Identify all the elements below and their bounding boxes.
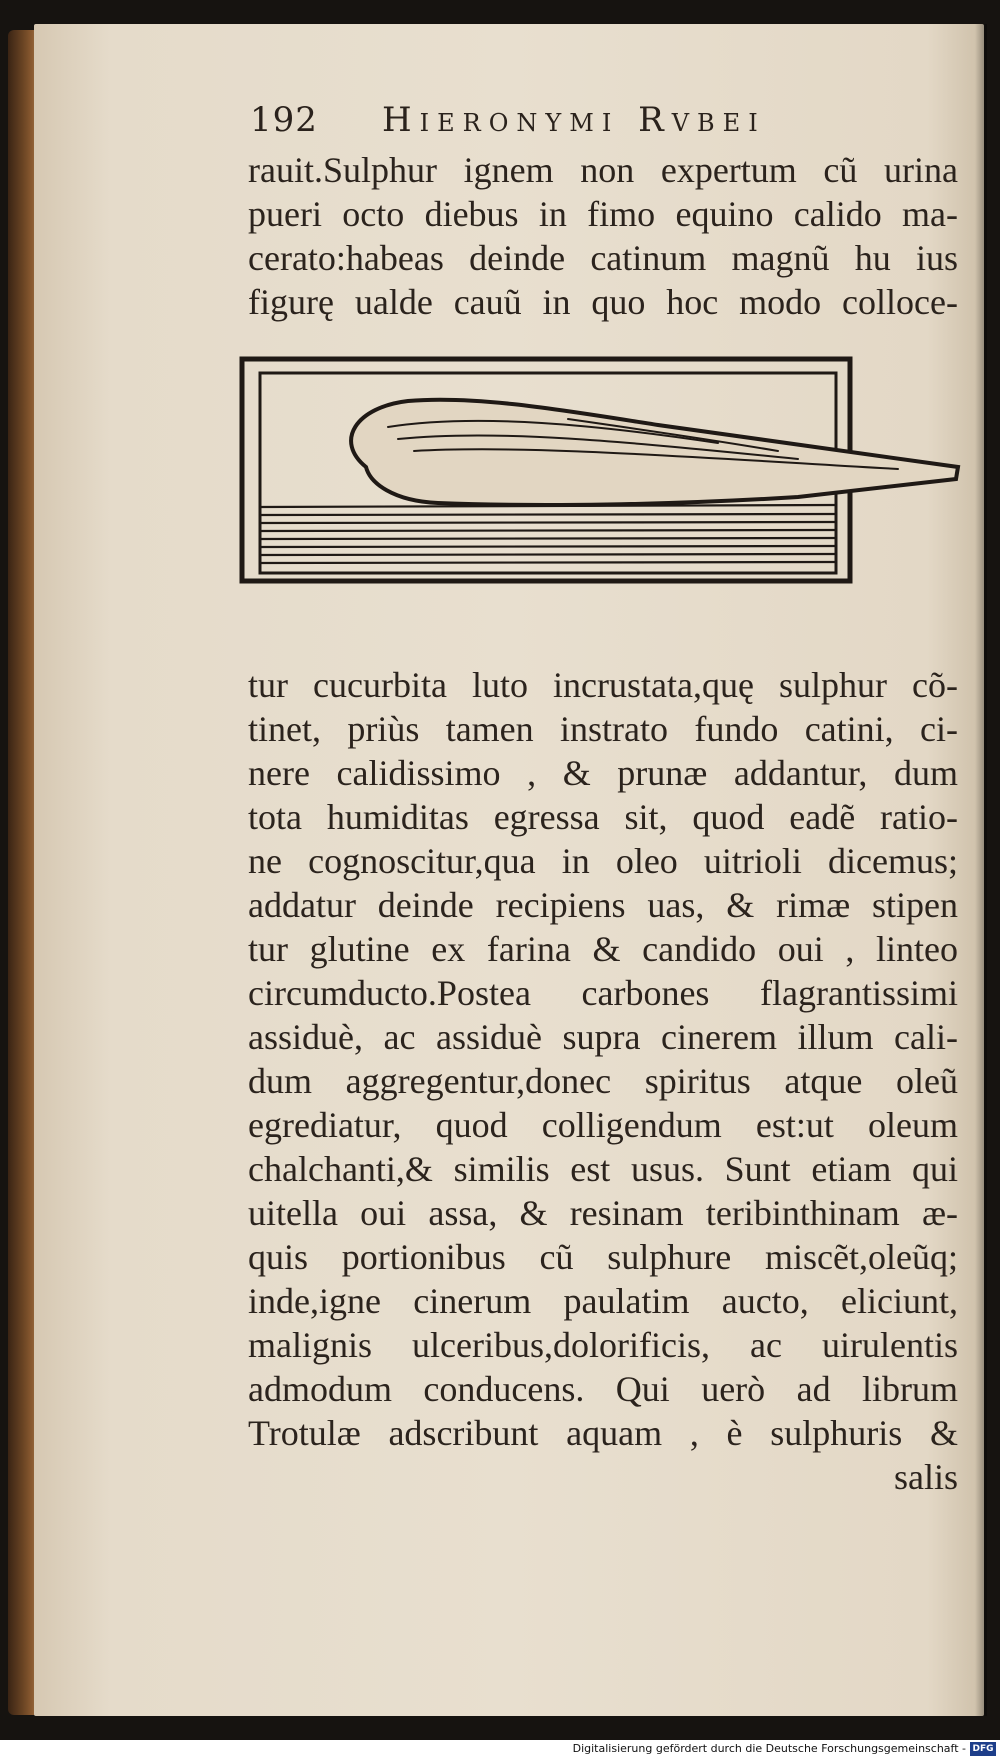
- text-line: ne cognoscitur,qua in oleo uitrioli dicemus;: [248, 841, 958, 881]
- text-line: pueri octo diebus in fimo equino calido ma-: [248, 194, 958, 234]
- text-line: chalchanti,& similis est usus. Sunt etiam qui: [248, 1149, 958, 1189]
- text-line: cerato:habeas deinde catinum magnũ hu ius: [248, 238, 958, 278]
- text-line: tinet, priùs tamen instrato fundo catini, ci-: [248, 709, 958, 749]
- text-line: nere calidissimo , & prunæ addantur, dum: [248, 753, 958, 793]
- text-line: tur cucurbita luto incrustata,quę sulphur cõ-: [248, 665, 958, 705]
- digitization-footer: [0, 1740, 1000, 1759]
- digitization-notice: Digitalisierung gefördert durch die Deutsche Forschungsgemeinschaft -: [572, 1742, 966, 1755]
- text-line: inde,igne cinerum paulatim aucto, eliciunt,: [248, 1281, 958, 1321]
- page-gutter-shadow: [975, 24, 987, 1716]
- text-line: malignis ulceribus,dolorificis, ac uirulentis: [248, 1325, 958, 1365]
- page-header: [250, 100, 900, 150]
- catchword: salis: [893, 1457, 958, 1497]
- dfg-logo: DFG: [970, 1742, 996, 1756]
- text-line: quis portionibus cũ sulphure miscẽt,oleũq;: [248, 1237, 958, 1277]
- text-line: circumducto.Postea carbones flagrantissimi: [248, 973, 958, 1013]
- text-line: egrediatur, quod colligendum est:ut oleum: [248, 1105, 958, 1145]
- text-line: uitella oui assa, & resinam teribinthinam æ-: [248, 1193, 958, 1233]
- text-line: figurę ualde cauũ in quo hoc modo colloce-: [248, 282, 958, 322]
- text-block-bottom: [248, 663, 958, 1499]
- text-line: tur glutine ex farina & candido oui , linteo: [248, 929, 958, 969]
- text-line: tota humiditas egressa sit, quod eadẽ ratio-: [248, 797, 958, 837]
- text-line: dum aggregentur,donec spiritus atque oleũ: [248, 1061, 958, 1101]
- text-line: assiduè, ac assiduè supra cinerem illum cali-: [248, 1017, 958, 1057]
- text-block-top: [248, 148, 958, 324]
- running-title: Hieronymi Rvbei: [382, 100, 766, 140]
- text-line: admodum conducens. Qui uerò ad librum: [248, 1369, 958, 1409]
- retort-vessel: [351, 400, 958, 505]
- page-number: 192: [250, 100, 318, 140]
- woodcut-illustration: [238, 355, 968, 585]
- text-line: rauit.Sulphur ignem non expertum cũ urina: [248, 150, 958, 190]
- hatching-lines: [260, 505, 836, 563]
- text-line: addatur deinde recipiens uas, & rimæ stipen: [248, 885, 958, 925]
- text-line: Trotulæ adscribunt aquam , è sulphuris &: [248, 1413, 958, 1453]
